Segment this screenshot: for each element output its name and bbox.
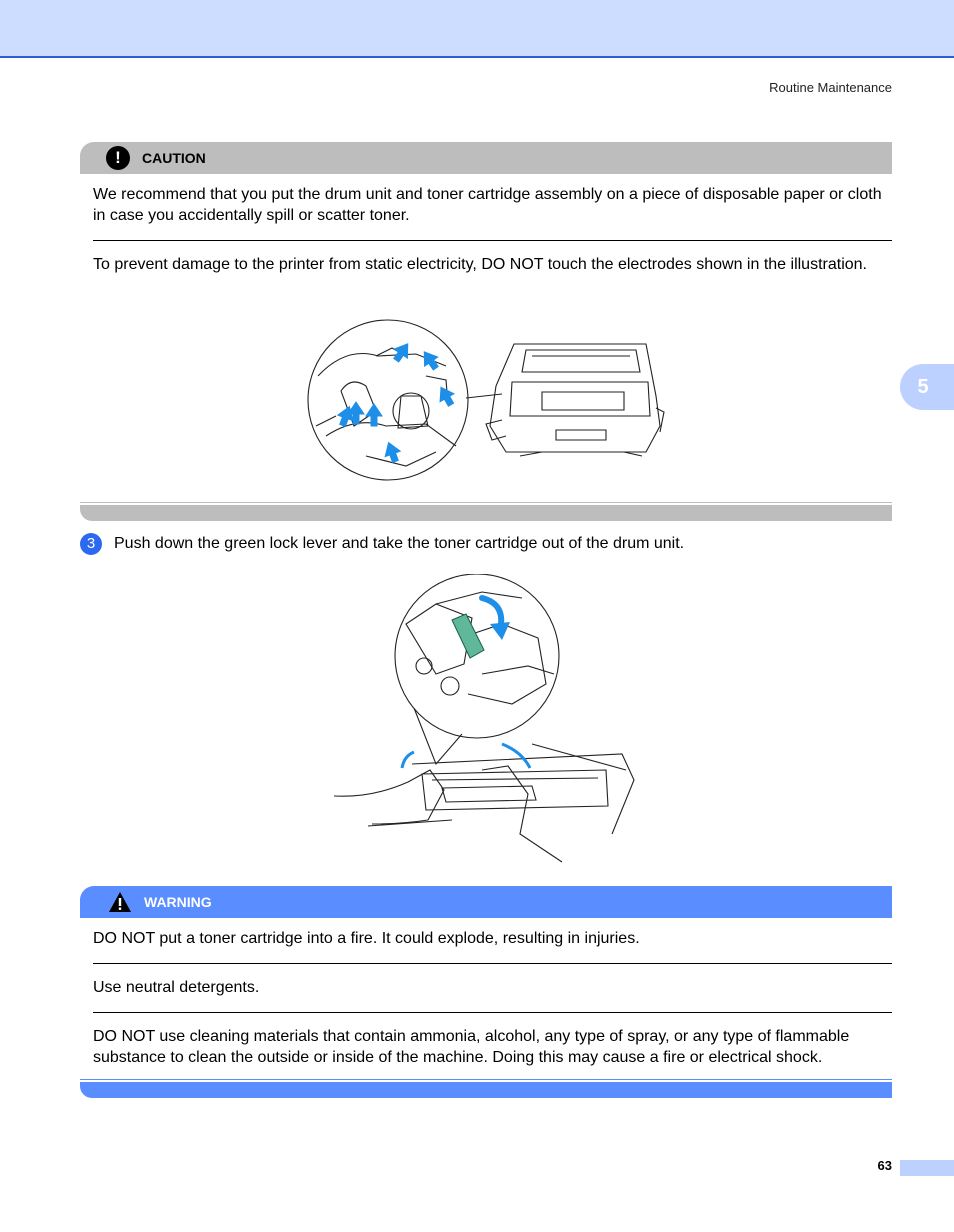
running-header-section-title: Routine Maintenance	[769, 80, 892, 95]
chapter-number: 5	[917, 376, 929, 398]
caution-paragraph-1: We recommend that you put the drum unit and toner cartridge assembly on a piece of disposable paper or cloth in case you accidentally spill or scatter toner.	[93, 186, 882, 224]
warning-paragraph-1: DO NOT put a toner cartridge into a fire. It could explode, resulting in injuries.	[93, 930, 640, 947]
step-number-bullet: 3	[80, 533, 102, 555]
caution-box-line	[80, 502, 892, 503]
warning-paragraph-3: DO NOT use cleaning materials that contain ammonia, alcohol, any type of spray, or any type of flammable substance to clean the outside or inside of the machine. Doing this may cause a fire or electrical shock.	[93, 1028, 850, 1066]
caution-header-bar	[80, 142, 892, 174]
toner-removal-illustration	[332, 574, 642, 866]
warning-paragraph-2: Use neutral detergents.	[93, 979, 260, 996]
warning-box-line	[80, 1079, 892, 1080]
caution-paragraph-2: To prevent damage to the printer from static electricity, DO NOT touch the electrodes shown in the illustration.	[93, 256, 867, 273]
warning-divider-2	[93, 1012, 892, 1013]
caution-label: CAUTION	[142, 150, 206, 166]
exclamation-circle-icon: !	[106, 146, 130, 170]
chapter-tab	[900, 364, 954, 410]
page-header-rule	[0, 56, 954, 58]
warning-label: WARNING	[144, 894, 212, 910]
warning-divider-1	[93, 963, 892, 964]
page-number: 63	[877, 1158, 892, 1173]
step-instruction: Push down the green lock lever and take the toner cartridge out of the drum unit.	[114, 535, 685, 552]
warning-header-bar	[80, 886, 892, 918]
caution-box-bottom	[80, 505, 892, 521]
page-header-band	[0, 0, 954, 56]
electrodes-illustration	[306, 316, 666, 488]
warning-box-bottom	[80, 1082, 892, 1098]
caution-divider	[93, 240, 892, 241]
warning-triangle-icon	[108, 891, 132, 913]
footer-tab	[900, 1160, 954, 1176]
